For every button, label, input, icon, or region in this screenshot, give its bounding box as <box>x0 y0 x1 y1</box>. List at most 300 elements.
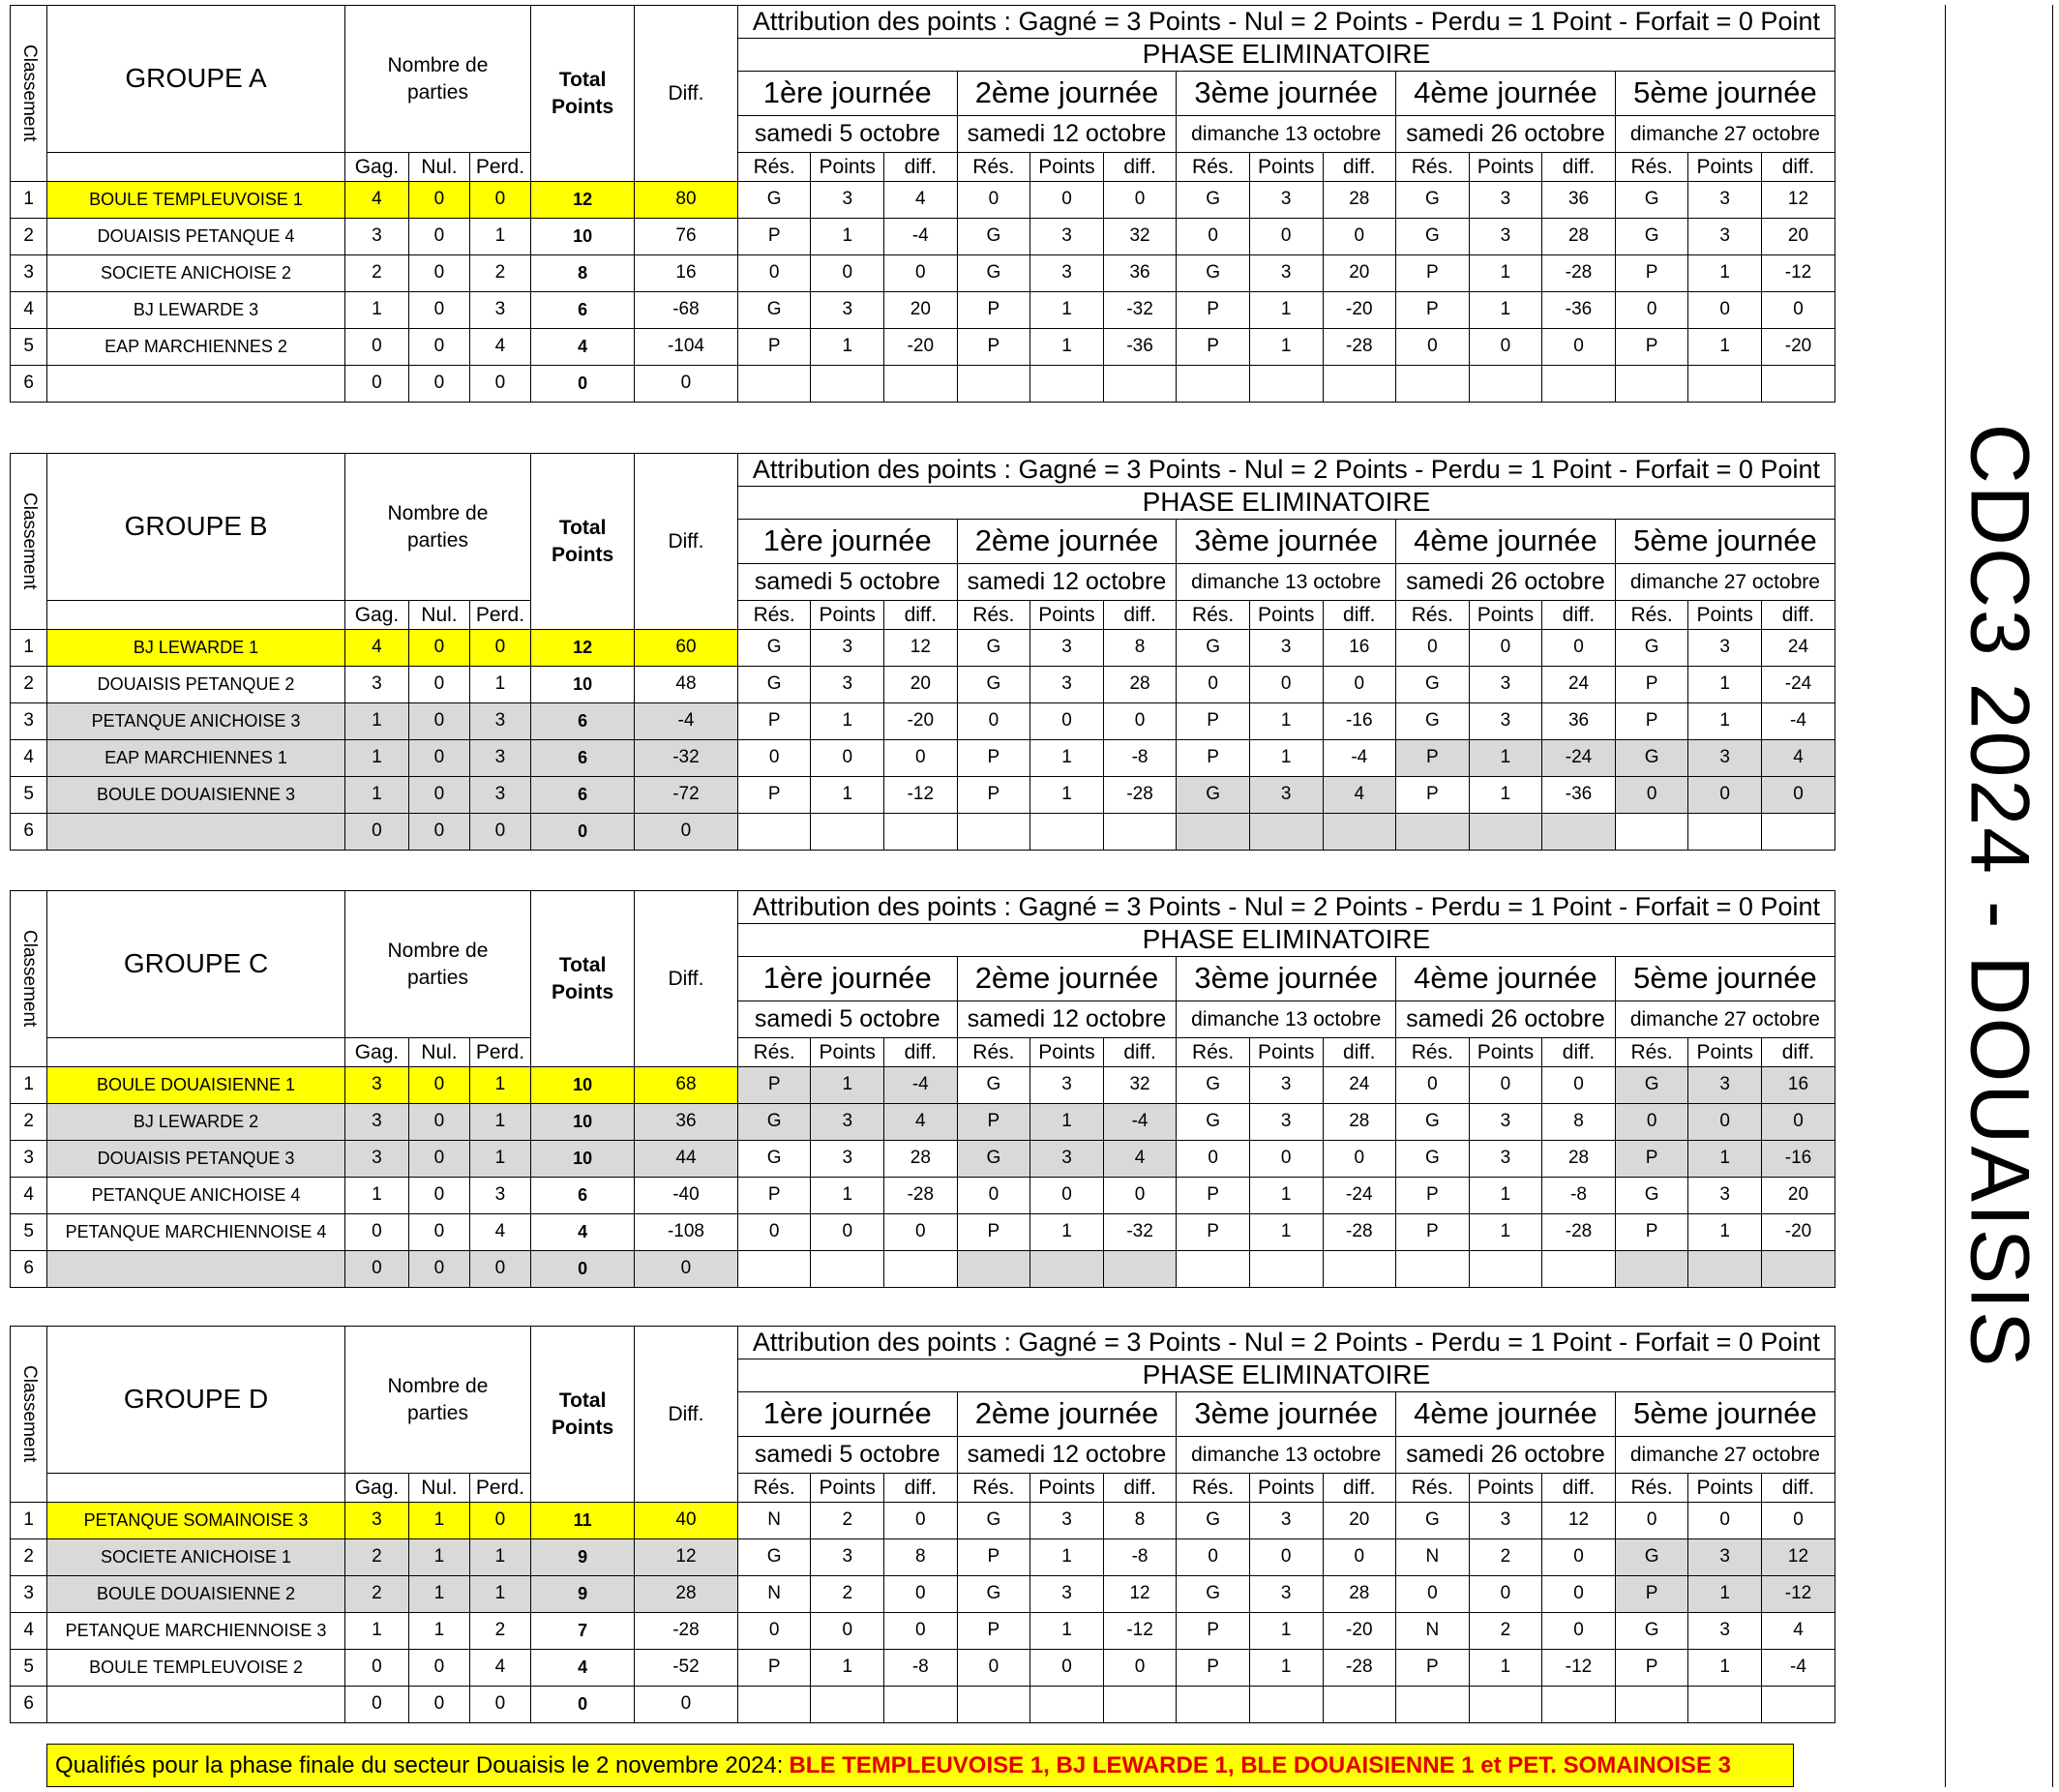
day-diff-cell: 0 <box>1542 1613 1616 1650</box>
perd-header: Perd. <box>469 1474 531 1503</box>
diff-small-header: diff. <box>884 601 958 630</box>
total-cell: 10 <box>531 1067 635 1104</box>
result-cell: P <box>737 1650 811 1687</box>
result-cell <box>737 1687 811 1723</box>
result-cell <box>1615 366 1688 403</box>
points-cell: 1 <box>1030 292 1104 329</box>
total-cell: 11 <box>531 1503 635 1539</box>
rank-cell: 2 <box>11 219 47 255</box>
perd-cell: 3 <box>469 703 531 740</box>
result-cell: G <box>737 1141 811 1178</box>
result-cell: G <box>737 630 811 667</box>
points-cell <box>1249 366 1323 403</box>
result-cell: P <box>1396 740 1470 777</box>
qualified-banner <box>46 1744 1794 1787</box>
points-cell: 3 <box>811 1539 884 1576</box>
table-row <box>11 219 1835 255</box>
res-header: Rés. <box>737 601 811 630</box>
result-cell: P <box>1615 1650 1688 1687</box>
gag-cell: 3 <box>344 667 409 703</box>
result-cell: 0 <box>957 1650 1030 1687</box>
day-diff-cell: 24 <box>1323 1067 1396 1104</box>
day-diff-cell: -28 <box>1323 329 1396 366</box>
rank-cell: 2 <box>11 667 47 703</box>
day-diff-cell: 0 <box>884 1503 958 1539</box>
points-cell <box>1249 814 1323 851</box>
result-cell: P <box>1615 1141 1688 1178</box>
day-diff-cell <box>1323 1251 1396 1288</box>
result-cell: P <box>957 1104 1030 1141</box>
page-title: CDC3 2024 - DOUAISIS <box>1953 423 2046 1369</box>
perd-cell: 1 <box>469 667 531 703</box>
journee-name: 1ère journée <box>737 957 957 1001</box>
rank-cell: 4 <box>11 1613 47 1650</box>
nul-cell: 0 <box>409 1650 469 1687</box>
journee-date: samedi 5 octobre <box>737 116 957 153</box>
result-cell: P <box>1177 1650 1250 1687</box>
total-cell: 10 <box>531 1104 635 1141</box>
points-header: Points <box>1688 1038 1762 1067</box>
day-diff-cell: -36 <box>1103 329 1177 366</box>
nul-cell: 1 <box>409 1613 469 1650</box>
nombre-parties-header <box>344 454 531 601</box>
points-cell <box>1030 814 1104 851</box>
team-name: BJ LEWARDE 1 <box>47 630 344 667</box>
nul-cell: 0 <box>409 366 469 403</box>
gag-cell: 3 <box>344 1503 409 1539</box>
diff-cell: -28 <box>635 1613 738 1650</box>
nul-cell: 1 <box>409 1576 469 1613</box>
points-cell: 3 <box>1030 255 1104 292</box>
result-cell: P <box>1396 292 1470 329</box>
day-diff-cell: 0 <box>1323 667 1396 703</box>
journee-date: samedi 12 octobre <box>957 564 1177 601</box>
result-cell: P <box>1615 703 1688 740</box>
result-cell: P <box>737 219 811 255</box>
day-diff-cell <box>1761 1251 1835 1288</box>
points-cell: 0 <box>1249 1539 1323 1576</box>
points-cell: 0 <box>1688 292 1762 329</box>
result-cell <box>737 814 811 851</box>
result-cell: 0 <box>1396 1067 1470 1104</box>
points-cell <box>1030 1687 1104 1723</box>
day-diff-cell: 12 <box>1542 1503 1616 1539</box>
diff-cell: 44 <box>635 1141 738 1178</box>
diff-small-header: diff. <box>884 1038 958 1067</box>
total-cell: 6 <box>531 703 635 740</box>
points-cell: 3 <box>1249 255 1323 292</box>
points-cell: 0 <box>811 1613 884 1650</box>
points-cell: 2 <box>1469 1613 1542 1650</box>
journee-name: 2ème journée <box>957 72 1177 116</box>
points-cell: 3 <box>1688 1067 1762 1104</box>
gag-cell: 1 <box>344 1178 409 1214</box>
nul-cell: 0 <box>409 329 469 366</box>
points-cell: 1 <box>1469 777 1542 814</box>
nul-cell: 0 <box>409 703 469 740</box>
nul-cell: 0 <box>409 1251 469 1288</box>
day-diff-cell: -4 <box>884 219 958 255</box>
total-cell: 4 <box>531 1214 635 1251</box>
journee-date: dimanche 27 octobre <box>1615 564 1835 601</box>
rank-cell: 3 <box>11 255 47 292</box>
nombre-parties-header <box>344 6 531 153</box>
rank-cell: 3 <box>11 703 47 740</box>
team-name: PETANQUE ANICHOISE 4 <box>47 1178 344 1214</box>
res-header: Rés. <box>1177 1474 1250 1503</box>
points-header: Points <box>1030 153 1104 182</box>
result-cell: 0 <box>957 182 1030 219</box>
group-table <box>10 1326 1835 1723</box>
points-cell: 3 <box>1030 1067 1104 1104</box>
result-cell <box>1177 1251 1250 1288</box>
group-table <box>10 453 1835 851</box>
perd-cell: 0 <box>469 1251 531 1288</box>
diff-small-header: diff. <box>1761 601 1835 630</box>
points-header: Points <box>1688 1474 1762 1503</box>
diff-small-header: diff. <box>1542 1474 1616 1503</box>
day-diff-cell: -4 <box>1323 740 1396 777</box>
day-diff-cell: 20 <box>1323 255 1396 292</box>
points-cell: 1 <box>811 1650 884 1687</box>
day-diff-cell: -32 <box>1103 292 1177 329</box>
journee-name: 1ère journée <box>737 520 957 564</box>
result-cell: P <box>1396 1650 1470 1687</box>
day-diff-cell: 20 <box>1761 1178 1835 1214</box>
points-cell: 3 <box>1469 1141 1542 1178</box>
journee-name: 4ème journée <box>1396 957 1616 1001</box>
journee-name: 1ère journée <box>737 72 957 116</box>
team-name: SOCIETE ANICHOISE 2 <box>47 255 344 292</box>
total-cell: 6 <box>531 777 635 814</box>
diff-small-header: diff. <box>1103 1038 1177 1067</box>
gag-cell: 0 <box>344 814 409 851</box>
day-diff-cell: 0 <box>884 1613 958 1650</box>
result-cell: G <box>1177 182 1250 219</box>
day-diff-cell: 12 <box>1103 1576 1177 1613</box>
res-header: Rés. <box>1396 153 1470 182</box>
journee-date: samedi 26 octobre <box>1396 116 1616 153</box>
gag-cell: 0 <box>344 1687 409 1723</box>
journee-date: samedi 12 octobre <box>957 1437 1177 1474</box>
points-cell: 3 <box>1688 740 1762 777</box>
day-diff-cell: 24 <box>1542 667 1616 703</box>
points-cell: 1 <box>1249 292 1323 329</box>
diff-small-header: diff. <box>1103 153 1177 182</box>
rank-cell: 5 <box>11 329 47 366</box>
journee-name: 3ème journée <box>1177 72 1396 116</box>
result-cell: G <box>957 1576 1030 1613</box>
points-cell: 3 <box>1469 703 1542 740</box>
day-diff-cell <box>1542 814 1616 851</box>
journee-date: dimanche 13 octobre <box>1177 1437 1396 1474</box>
points-cell: 3 <box>1249 1576 1323 1613</box>
total-cell: 6 <box>531 740 635 777</box>
points-cell: 1 <box>1688 1141 1762 1178</box>
diff-header: Diff. <box>635 454 738 630</box>
day-diff-cell: -20 <box>1323 292 1396 329</box>
res-header: Rés. <box>1177 153 1250 182</box>
rank-cell: 1 <box>11 1503 47 1539</box>
gag-cell: 0 <box>344 1251 409 1288</box>
classement-header <box>11 891 47 1067</box>
result-cell: P <box>1177 1178 1250 1214</box>
day-diff-cell <box>1103 366 1177 403</box>
journee-date: dimanche 13 octobre <box>1177 564 1396 601</box>
points-cell <box>1688 1687 1762 1723</box>
diff-cell: 12 <box>635 1539 738 1576</box>
result-cell <box>1615 1251 1688 1288</box>
diff-cell: 28 <box>635 1576 738 1613</box>
points-cell: 3 <box>1469 1104 1542 1141</box>
result-cell <box>1615 814 1688 851</box>
day-diff-cell: -12 <box>1761 1576 1835 1613</box>
diff-cell: -104 <box>635 329 738 366</box>
gag-header: Gag. <box>344 601 409 630</box>
day-diff-cell: 0 <box>1323 219 1396 255</box>
perd-cell: 1 <box>469 1539 531 1576</box>
table-row <box>11 255 1835 292</box>
res-header: Rés. <box>737 1474 811 1503</box>
points-cell: 0 <box>1469 329 1542 366</box>
day-diff-cell: 12 <box>1761 1539 1835 1576</box>
day-diff-cell <box>1323 814 1396 851</box>
nul-cell: 1 <box>409 1539 469 1576</box>
table-row <box>11 703 1835 740</box>
nombre-parties-header <box>344 891 531 1038</box>
total-points-label: Total Points <box>552 517 614 566</box>
points-cell: 3 <box>1688 1539 1762 1576</box>
rank-cell: 4 <box>11 740 47 777</box>
rank-cell: 1 <box>11 182 47 219</box>
day-diff-cell <box>1323 366 1396 403</box>
day-diff-cell: -4 <box>1761 703 1835 740</box>
total-cell: 6 <box>531 292 635 329</box>
qualified-teams: BLE TEMPLEUVOISE 1, BJ LEWARDE 1, BLE DOUAISIENNE 1 et PET. SOMAINOISE 3 <box>789 1751 1731 1778</box>
day-diff-cell: 0 <box>1761 292 1835 329</box>
nul-cell: 0 <box>409 1141 469 1178</box>
day-diff-cell: 4 <box>884 1104 958 1141</box>
result-cell: N <box>1396 1539 1470 1576</box>
points-cell: 3 <box>1030 1576 1104 1613</box>
points-cell: 1 <box>811 777 884 814</box>
result-cell: P <box>1615 329 1688 366</box>
result-cell: G <box>1177 630 1250 667</box>
total-cell: 4 <box>531 329 635 366</box>
gag-cell: 1 <box>344 777 409 814</box>
result-cell: G <box>957 1067 1030 1104</box>
day-diff-cell: -16 <box>1323 703 1396 740</box>
result-cell <box>1396 814 1470 851</box>
result-cell <box>737 1251 811 1288</box>
points-cell: 3 <box>811 182 884 219</box>
nul-cell: 0 <box>409 667 469 703</box>
table-row <box>11 1251 1835 1288</box>
points-header: Points <box>1030 601 1104 630</box>
team-name <box>47 1251 344 1288</box>
nombre-parties-label: Nombre de parties <box>387 940 489 989</box>
result-cell <box>1396 1251 1470 1288</box>
points-cell: 3 <box>1030 1141 1104 1178</box>
day-diff-cell <box>1323 1687 1396 1723</box>
points-cell <box>1469 366 1542 403</box>
result-cell: G <box>1177 1067 1250 1104</box>
result-cell: N <box>1396 1613 1470 1650</box>
team-name: BOULE TEMPLEUVOISE 1 <box>47 182 344 219</box>
result-cell: P <box>1177 329 1250 366</box>
points-cell: 2 <box>811 1576 884 1613</box>
points-cell: 0 <box>1688 1104 1762 1141</box>
journee-date: dimanche 27 octobre <box>1615 1437 1835 1474</box>
journee-date: dimanche 13 octobre <box>1177 1001 1396 1038</box>
result-cell: G <box>1615 219 1688 255</box>
nul-cell: 0 <box>409 630 469 667</box>
points-cell: 1 <box>1030 777 1104 814</box>
rank-cell: 6 <box>11 366 47 403</box>
points-cell <box>811 366 884 403</box>
group-table <box>10 890 1835 1288</box>
total-points-header <box>531 454 635 630</box>
journee-date: dimanche 27 octobre <box>1615 116 1835 153</box>
points-cell: 2 <box>1469 1539 1542 1576</box>
table-row <box>11 1178 1835 1214</box>
points-cell: 1 <box>1030 1539 1104 1576</box>
journee-name: 3ème journée <box>1177 957 1396 1001</box>
day-diff-cell: -20 <box>1761 1214 1835 1251</box>
points-cell: 1 <box>811 219 884 255</box>
perd-cell: 3 <box>469 1178 531 1214</box>
team-name <box>47 366 344 403</box>
day-diff-cell: 4 <box>1761 740 1835 777</box>
points-header: Points <box>1469 1038 1542 1067</box>
result-cell: G <box>1177 255 1250 292</box>
journee-name: 5ème journée <box>1615 957 1835 1001</box>
journee-name: 5ème journée <box>1615 520 1835 564</box>
team-name: BOULE DOUAISIENNE 1 <box>47 1067 344 1104</box>
team-name: BOULE DOUAISIENNE 2 <box>47 1576 344 1613</box>
diff-small-header: diff. <box>1323 1474 1396 1503</box>
diff-small-header: diff. <box>1542 153 1616 182</box>
result-cell: 0 <box>1396 1576 1470 1613</box>
result-cell: G <box>1615 182 1688 219</box>
total-cell: 8 <box>531 255 635 292</box>
result-cell <box>957 1687 1030 1723</box>
rank-cell: 4 <box>11 1178 47 1214</box>
rank-cell: 3 <box>11 1576 47 1613</box>
res-header: Rés. <box>737 153 811 182</box>
classement-header <box>11 1327 47 1503</box>
journee-date: samedi 12 octobre <box>957 116 1177 153</box>
team-subheader <box>47 153 344 182</box>
result-cell: P <box>957 1539 1030 1576</box>
total-points-label: Total Points <box>552 954 614 1003</box>
result-cell: 0 <box>737 1613 811 1650</box>
nul-header: Nul. <box>409 153 469 182</box>
perd-cell: 4 <box>469 1650 531 1687</box>
gag-cell: 2 <box>344 255 409 292</box>
table-row <box>11 366 1835 403</box>
result-cell: G <box>1177 777 1250 814</box>
points-header: Points <box>1469 1474 1542 1503</box>
day-diff-cell: 24 <box>1761 630 1835 667</box>
points-cell: 3 <box>811 292 884 329</box>
perd-cell: 1 <box>469 1576 531 1613</box>
journee-date: samedi 5 octobre <box>737 1001 957 1038</box>
diff-small-header: diff. <box>1761 1474 1835 1503</box>
total-points-header <box>531 891 635 1067</box>
nul-cell: 0 <box>409 814 469 851</box>
day-diff-cell: 0 <box>1542 630 1616 667</box>
points-cell: 3 <box>811 1141 884 1178</box>
classement-label: Classement <box>19 493 41 590</box>
nombre-parties-label: Nombre de parties <box>387 502 489 552</box>
rank-cell: 5 <box>11 1214 47 1251</box>
gag-cell: 2 <box>344 1576 409 1613</box>
day-diff-cell <box>1761 1687 1835 1723</box>
journee-name: 3ème journée <box>1177 520 1396 564</box>
diff-small-header: diff. <box>1542 601 1616 630</box>
result-cell <box>957 366 1030 403</box>
day-diff-cell: 20 <box>1323 1503 1396 1539</box>
day-diff-cell: 28 <box>1323 1104 1396 1141</box>
day-diff-cell: 4 <box>1761 1613 1835 1650</box>
journee-name: 3ème journée <box>1177 1392 1396 1437</box>
day-diff-cell <box>884 366 958 403</box>
points-cell: 1 <box>1030 740 1104 777</box>
side-title-frame <box>1945 5 2053 1787</box>
points-cell: 0 <box>1469 1576 1542 1613</box>
points-header: Points <box>1469 153 1542 182</box>
points-cell <box>1030 1251 1104 1288</box>
classement-label: Classement <box>19 1365 41 1463</box>
diff-header: Diff. <box>635 891 738 1067</box>
perd-cell: 0 <box>469 814 531 851</box>
points-cell: 3 <box>811 1104 884 1141</box>
phase-title: PHASE ELIMINATOIRE <box>737 487 1835 520</box>
total-cell: 12 <box>531 182 635 219</box>
day-diff-cell: -12 <box>1761 255 1835 292</box>
nul-cell: 1 <box>409 1503 469 1539</box>
team-name: EAP MARCHIENNES 1 <box>47 740 344 777</box>
team-name: PETANQUE ANICHOISE 3 <box>47 703 344 740</box>
points-cell <box>811 1687 884 1723</box>
journee-date: samedi 26 octobre <box>1396 1001 1616 1038</box>
res-header: Rés. <box>1615 1474 1688 1503</box>
day-diff-cell: 0 <box>1761 1104 1835 1141</box>
points-cell: 0 <box>1030 1650 1104 1687</box>
points-cell: 1 <box>811 703 884 740</box>
perd-cell: 0 <box>469 1687 531 1723</box>
res-header: Rés. <box>1396 1038 1470 1067</box>
diff-cell: 36 <box>635 1104 738 1141</box>
diff-cell: -32 <box>635 740 738 777</box>
perd-header: Perd. <box>469 601 531 630</box>
day-diff-cell: 20 <box>884 667 958 703</box>
team-name: BJ LEWARDE 3 <box>47 292 344 329</box>
result-cell: G <box>1396 1141 1470 1178</box>
day-diff-cell <box>1542 1251 1616 1288</box>
result-cell <box>1177 1687 1250 1723</box>
res-header: Rés. <box>1615 153 1688 182</box>
result-cell: P <box>1396 777 1470 814</box>
points-cell: 3 <box>1030 219 1104 255</box>
points-cell: 3 <box>811 630 884 667</box>
total-points-header <box>531 6 635 182</box>
journee-date: dimanche 27 octobre <box>1615 1001 1835 1038</box>
total-cell: 0 <box>531 366 635 403</box>
day-diff-cell: 12 <box>1761 182 1835 219</box>
result-cell: 0 <box>1396 630 1470 667</box>
